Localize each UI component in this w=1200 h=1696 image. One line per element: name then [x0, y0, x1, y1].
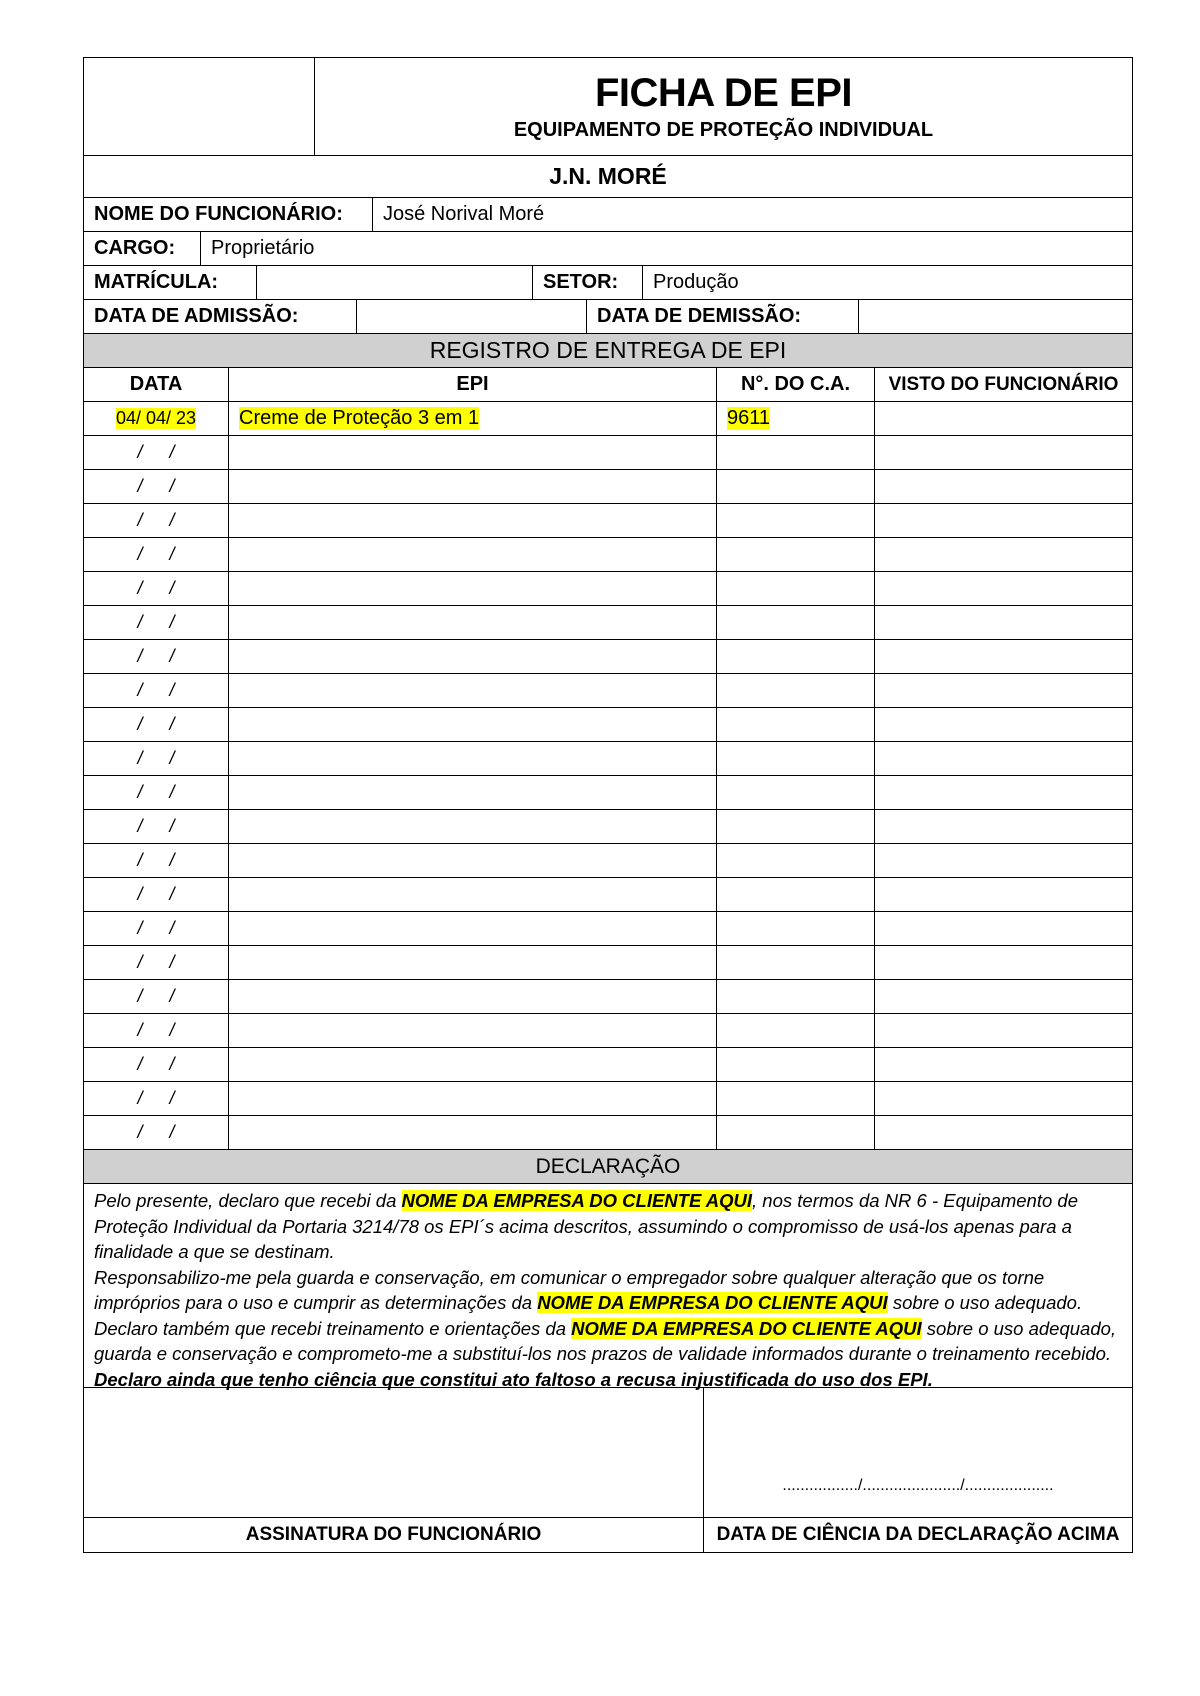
- row-date-cell[interactable]: [84, 538, 228, 571]
- employee-name-field[interactable]: José Norival Moré: [372, 198, 1132, 231]
- declaration-title: DECLARAÇÃO: [535, 1154, 681, 1178]
- table-row: [83, 572, 1133, 606]
- row-date-cell-value: / /: [137, 544, 175, 564]
- row-date-cell-value: / /: [137, 782, 175, 802]
- row-date-cell-value: / /: [137, 986, 175, 1006]
- registration-label: MATRÍCULA:: [94, 271, 219, 293]
- row-date-cell-value: / /: [137, 1088, 175, 1108]
- row-date-cell-value: / /: [137, 612, 175, 632]
- row-ca-cell[interactable]: [716, 742, 874, 775]
- row-date-cell-value: / /: [137, 680, 175, 700]
- table-row: [83, 1014, 1133, 1048]
- table-row: [83, 674, 1133, 708]
- table-row: [83, 844, 1133, 878]
- row-visto-cell[interactable]: [874, 572, 1132, 605]
- row-epi-cell[interactable]: [228, 810, 716, 843]
- row-ca-cell[interactable]: [716, 1048, 874, 1081]
- row-date-cell[interactable]: [84, 1082, 228, 1115]
- table-row: [83, 912, 1133, 946]
- declaration-paragraph-4: Declaro ainda que tenho ciência que constitui ato faltoso a recusa injustificada do uso dos EPI.: [94, 1368, 933, 1390]
- row-ca-cell[interactable]: [716, 504, 874, 537]
- row-date-cell[interactable]: [84, 980, 228, 1013]
- row-epi-cell[interactable]: [228, 980, 716, 1013]
- row-epi-cell[interactable]: [228, 1082, 716, 1115]
- row-epi-cell[interactable]: [228, 504, 716, 537]
- row-ca-cell[interactable]: [716, 436, 874, 469]
- row-date-cell[interactable]: [84, 810, 228, 843]
- row-visto-cell[interactable]: [874, 470, 1132, 503]
- form-title: FICHA DE EPI: [595, 71, 852, 115]
- row-ca-cell-value: 9611: [727, 407, 771, 429]
- row-epi-cell[interactable]: [228, 878, 716, 911]
- registry-rows: [83, 402, 1133, 1150]
- column-epi: EPI: [228, 368, 716, 401]
- declaration-paragraph-2: [94, 1265, 1122, 1316]
- row-visto-cell[interactable]: [874, 1082, 1132, 1115]
- registry-title: REGISTRO DE ENTREGA DE EPI: [429, 337, 787, 363]
- row-ca-cell[interactable]: [716, 946, 874, 979]
- row-epi-cell[interactable]: [228, 470, 716, 503]
- row-epi-cell[interactable]: [228, 946, 716, 979]
- row-ca-cell[interactable]: [716, 810, 874, 843]
- company-placeholder: NOME DA EMPRESA DO CLIENTE AQUI: [537, 1292, 888, 1313]
- acknowledgement-date-box[interactable]: [703, 1388, 1132, 1517]
- admission-field[interactable]: [356, 300, 586, 333]
- table-row: [83, 1048, 1133, 1082]
- role-label: CARGO:: [94, 237, 176, 259]
- logo-area: [84, 58, 314, 155]
- row-date-cell[interactable]: [84, 1014, 228, 1047]
- row-visto-cell[interactable]: [874, 1116, 1132, 1149]
- column-ca: N°. DO C.A.: [716, 368, 874, 401]
- table-row: [83, 606, 1133, 640]
- row-ca-cell[interactable]: [716, 538, 874, 571]
- employee-signature-box[interactable]: [84, 1388, 703, 1517]
- row-visto-cell[interactable]: [874, 946, 1132, 979]
- dismissal-field[interactable]: [858, 300, 1132, 333]
- row-date-cell-value: / /: [137, 646, 175, 666]
- column-visto: VISTO DO FUNCIONÁRIO: [874, 368, 1132, 401]
- company-name: J.N. MORÉ: [549, 163, 667, 189]
- registry-section-header: [83, 334, 1133, 368]
- declaration-text-segment: Responsabilizo-me pela guarda e conservação, em comunicar o empregador sobre qualquer alteração que os torne impróprios para o uso e cumprir as determinações da: [94, 1266, 1045, 1313]
- company-row: [83, 156, 1133, 198]
- row-visto-cell[interactable]: [874, 912, 1132, 945]
- acknowledgement-date-label: DATA DE CIÊNCIA DA DECLARAÇÃO ACIMA: [703, 1518, 1132, 1552]
- registry-columns: [83, 368, 1133, 402]
- table-row: [83, 742, 1133, 776]
- row-visto-cell[interactable]: [874, 1048, 1132, 1081]
- declaration-header: [83, 1150, 1133, 1184]
- employee-name-label: NOME DO FUNCIONÁRIO:: [94, 203, 343, 225]
- row-visto-cell[interactable]: [874, 708, 1132, 741]
- row-date-cell-value: / /: [137, 850, 175, 870]
- row-visto-cell[interactable]: [874, 844, 1132, 877]
- table-row: [83, 1082, 1133, 1116]
- row-date-cell-value: / /: [137, 1020, 175, 1040]
- row-epi-cell[interactable]: [228, 708, 716, 741]
- row-date-cell-value: / /: [137, 442, 175, 462]
- table-row: [83, 878, 1133, 912]
- row-visto-cell[interactable]: [874, 878, 1132, 911]
- row-date-cell-value: / /: [137, 510, 175, 530]
- declaration-text-segment: sobre o uso adequado.: [887, 1292, 1083, 1313]
- form-subtitle: EQUIPAMENTO DE PROTEÇÃO INDIVIDUAL: [513, 119, 934, 141]
- row-visto-cell[interactable]: [874, 742, 1132, 775]
- employee-name-row: [83, 198, 1133, 232]
- row-ca-cell[interactable]: [716, 572, 874, 605]
- row-epi-cell[interactable]: [228, 1048, 716, 1081]
- row-date-cell-value: / /: [137, 952, 175, 972]
- row-ca-cell[interactable]: [716, 470, 874, 503]
- row-date-cell[interactable]: [84, 844, 228, 877]
- signature-row: [83, 1388, 1133, 1518]
- row-visto-cell[interactable]: [874, 810, 1132, 843]
- row-date-cell[interactable]: [84, 742, 228, 775]
- table-row: [83, 980, 1133, 1014]
- row-date-cell[interactable]: [84, 674, 228, 707]
- row-date-cell-value: / /: [137, 1054, 175, 1074]
- row-date-cell[interactable]: [84, 572, 228, 605]
- row-date-cell-value: / /: [137, 476, 175, 496]
- declaration-paragraph-1: [94, 1188, 1122, 1265]
- row-ca-cell[interactable]: [716, 878, 874, 911]
- row-visto-cell[interactable]: [874, 640, 1132, 673]
- row-ca-cell[interactable]: [716, 674, 874, 707]
- company-placeholder: NOME DA EMPRESA DO CLIENTE AQUI: [401, 1190, 753, 1211]
- sector-label: SETOR:: [532, 266, 642, 299]
- row-visto-cell[interactable]: [874, 402, 1132, 435]
- row-ca-cell[interactable]: [716, 844, 874, 877]
- row-date-cell-value: / /: [137, 816, 175, 836]
- row-visto-cell[interactable]: [874, 776, 1132, 809]
- row-date-cell[interactable]: [84, 504, 228, 537]
- row-visto-cell[interactable]: [874, 606, 1132, 639]
- row-date-cell-value: / /: [137, 918, 175, 938]
- row-date-cell-value: / /: [137, 714, 175, 734]
- signature-labels-row: [83, 1518, 1133, 1553]
- row-date-cell[interactable]: [84, 912, 228, 945]
- table-row: [83, 436, 1133, 470]
- sector-field[interactable]: Produção: [642, 266, 1132, 299]
- declaration-text-segment: Declaro também que recebi treinamento e orientações da: [94, 1317, 572, 1339]
- row-epi-cell[interactable]: [228, 1014, 716, 1047]
- company-placeholder: NOME DA EMPRESA DO CLIENTE AQUI: [571, 1317, 922, 1339]
- form-header: [83, 57, 1133, 156]
- row-date-cell[interactable]: [84, 436, 228, 469]
- role-field[interactable]: Proprietário: [200, 232, 1132, 265]
- table-row: [83, 810, 1133, 844]
- table-row: [83, 470, 1133, 504]
- date-placeholder: ................./....................../....................: [782, 1477, 1054, 1494]
- dismissal-label: DATA DE DEMISSÃO:: [586, 300, 858, 333]
- row-epi-cell[interactable]: [228, 436, 716, 469]
- row-epi-cell[interactable]: [228, 674, 716, 707]
- row-epi-cell[interactable]: [228, 912, 716, 945]
- row-visto-cell[interactable]: [874, 674, 1132, 707]
- role-row: [83, 232, 1133, 266]
- row-epi-cell[interactable]: [228, 606, 716, 639]
- row-date-cell-value: 04/ 04/ 23: [115, 408, 197, 428]
- table-row: [83, 708, 1133, 742]
- row-ca-cell[interactable]: [716, 912, 874, 945]
- table-row: [83, 538, 1133, 572]
- table-row: [83, 946, 1133, 980]
- row-epi-cell[interactable]: [228, 572, 716, 605]
- row-date-cell-value: / /: [137, 748, 175, 768]
- declaration-text-segment: , nos termos da NR 6 - Equipamento de Proteção Individual da Portaria 3214/78 os EPI´s acima descritos, assumindo o compromisso de usá-los apenas para a finalidade a que se destinam.: [94, 1190, 1078, 1262]
- row-date-cell[interactable]: [84, 946, 228, 979]
- row-visto-cell[interactable]: [874, 504, 1132, 537]
- row-ca-cell[interactable]: [716, 640, 874, 673]
- row-visto-cell[interactable]: [874, 980, 1132, 1013]
- row-epi-cell[interactable]: [228, 742, 716, 775]
- row-epi-cell[interactable]: [228, 538, 716, 571]
- row-visto-cell[interactable]: [874, 538, 1132, 571]
- row-date-cell[interactable]: [84, 708, 228, 741]
- row-date-cell[interactable]: [84, 606, 228, 639]
- declaration-paragraph-3: [94, 1316, 1122, 1367]
- row-ca-cell[interactable]: [716, 980, 874, 1013]
- row-visto-cell[interactable]: [874, 1014, 1132, 1047]
- row-epi-cell[interactable]: [228, 402, 716, 435]
- employee-signature-label: ASSINATURA DO FUNCIONÁRIO: [245, 1524, 542, 1545]
- row-ca-cell[interactable]: [716, 402, 874, 435]
- title-block: [314, 58, 1132, 155]
- table-row: [83, 776, 1133, 810]
- row-epi-cell[interactable]: [228, 1116, 716, 1149]
- row-ca-cell[interactable]: [716, 708, 874, 741]
- row-date-cell[interactable]: [84, 776, 228, 809]
- row-epi-cell[interactable]: [228, 844, 716, 877]
- row-date-cell[interactable]: [84, 470, 228, 503]
- row-date-cell[interactable]: [84, 640, 228, 673]
- row-ca-cell[interactable]: [716, 776, 874, 809]
- dates-row: [83, 300, 1133, 334]
- registration-row: [83, 266, 1133, 300]
- row-date-cell-value: / /: [137, 884, 175, 904]
- epi-form: [83, 57, 1133, 1553]
- row-ca-cell[interactable]: [716, 606, 874, 639]
- table-row: [83, 402, 1133, 436]
- row-date-cell-value: / /: [137, 1122, 175, 1142]
- registration-field[interactable]: [256, 266, 532, 299]
- declaration-text-segment: Pelo presente, declaro que recebi da: [94, 1190, 402, 1211]
- row-ca-cell[interactable]: [716, 1116, 874, 1149]
- row-date-cell-value: / /: [137, 578, 175, 598]
- row-epi-cell[interactable]: [228, 640, 716, 673]
- row-ca-cell[interactable]: [716, 1014, 874, 1047]
- row-epi-cell[interactable]: [228, 776, 716, 809]
- row-visto-cell[interactable]: [874, 436, 1132, 469]
- table-row: [83, 1116, 1133, 1150]
- declaration-text: [83, 1184, 1133, 1388]
- table-row: [83, 504, 1133, 538]
- row-date-cell[interactable]: [84, 1048, 228, 1081]
- column-date: DATA: [129, 373, 183, 395]
- admission-label: DATA DE ADMISSÃO:: [94, 305, 299, 327]
- row-epi-cell-value: Creme de Proteção 3 em 1: [239, 407, 480, 429]
- declaration-text-segment: sobre o uso adequado, guarda e conservação e comprometo-me a substituí-los nos prazos de validade informados durante o treinamento recebido.: [94, 1317, 1117, 1364]
- row-ca-cell[interactable]: [716, 1082, 874, 1115]
- row-date-cell[interactable]: [84, 878, 228, 911]
- row-date-cell[interactable]: [84, 1116, 228, 1149]
- row-date-cell[interactable]: [84, 402, 228, 435]
- table-row: [83, 640, 1133, 674]
